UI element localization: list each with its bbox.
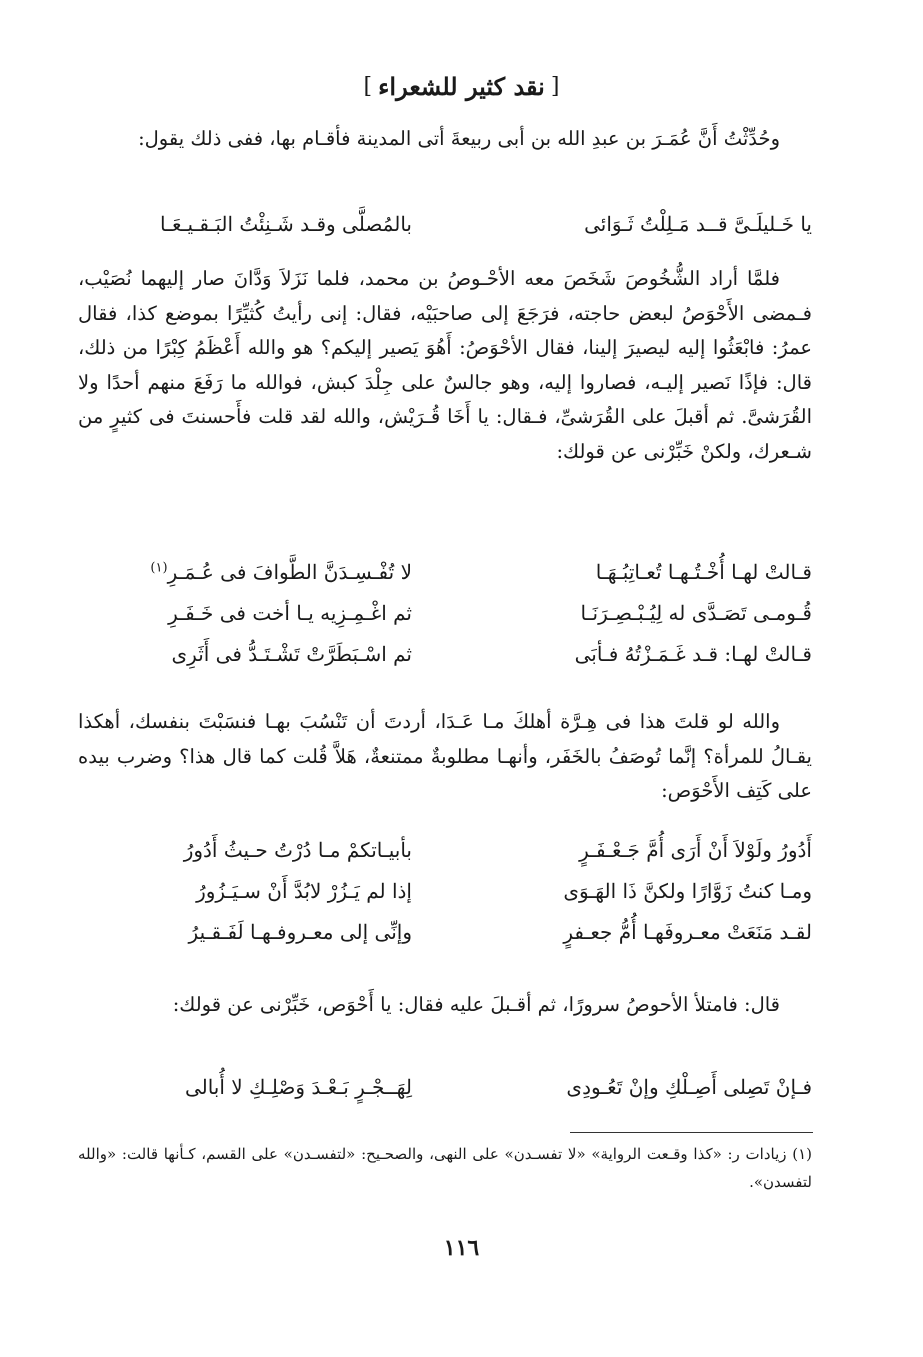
verse-line — [78, 1075, 812, 1116]
verse-second-hemistich — [150, 560, 412, 584]
header-open-bracket: [ — [550, 73, 560, 99]
intro-paragraph: وحُدِّثْتُ أَنَّ عُمَـرَ بن عبدِ الله بن أبى ربيعةَ أتى المدينة فأقـام بها، ففى ذلك يقول: — [138, 127, 780, 150]
verse-first-hemistich: لقـد مَنَعَتْ معـروفَهـا أُمُّ جعـفرٍ — [563, 920, 812, 944]
verse-second-hemistich: لِهَــجْـرٍ بَـعْـدَ وَصْلِـكِ لا أُبالى — [184, 1075, 412, 1099]
verse-block-2 — [78, 560, 812, 683]
story-paragraph-block-2 — [78, 705, 812, 809]
verse-line — [78, 642, 812, 683]
verse-line — [78, 920, 812, 961]
verse-text: لا تُفْـسِـدَنَّ الطَّوافَ فى عُـمَـرِ — [167, 560, 412, 584]
verse-first-hemistich: ومـا كنتُ زَوَّارًا ولكنَّ ذَا الهَـوَى — [563, 879, 812, 903]
verse-first-hemistich: يا خَـليلَـىَّ قــد مَـلِلْتُ ثَـوَائى — [584, 212, 812, 236]
running-header — [0, 66, 923, 106]
story-paragraph: فلمَّا أراد الشُّخُوصَ شَخَصَ معه الأحْـوصُ بن محمد، فلما نَزَلاَ وَدَّانَ صار إليهما نُصَيْب، فـمضى الأَحْوَصُ لبعض حاجته، فرَجَعَ إلى صاحبَيْه، فقال: إنى رأيتُ كُثيِّرًا بموضع كذا، فقال عمرُ: فابْعَثُوا إليه ليصيرَ إلينا، فقال الأحْوَصُ: أَهُوَ يَصير إليكم؟ هو والله أَعْظَمُ كِبْرًا من ذلك، قال: فإذًا نَصير إليـه، فصاروا إليه، وهو جالسٌ على جِلْدَ كبش، فوالله ما رَفَعَ منهم أحدًا ولا القُرَشىَّ. ثم أقبلَ على القُرَشىِّ، فـقال: يا أَخَا قُـرَيْش، والله لقد قلت فأَحسنتَ فى كثيرٍ من شـعرك، ولكنْ خَبِّرْنى عن قولك: — [78, 267, 812, 463]
verse-line — [78, 879, 812, 920]
verse-line — [78, 601, 812, 642]
verse-first-hemistich: أَدُورُ ولَوْلاَ أَنْ أَرَى أُمَّ جَـعْـفَـرٍ — [579, 838, 812, 862]
verse-first-hemistich: قـالتْ لهـا: قـد غَـمَـزْتُهُ فـأبَى — [574, 642, 812, 666]
story-paragraph-block-1 — [78, 262, 812, 470]
verse-first-hemistich: قـالتْ لهـا أُخْـتُـهـا تُعـاتِبُـهَـا — [595, 560, 812, 584]
story-paragraph-block-3 — [78, 988, 812, 1023]
verse-first-hemistich: فـإنْ تَصِلى أَصِـلْكِ وإنْ تَعُـودِى — [566, 1075, 812, 1099]
verse-second-hemistich: إذا لم يَـزُرْ لابُدَّ أَنْ سـيَـزُورُ — [196, 879, 412, 903]
verse-block-4 — [78, 1075, 812, 1116]
verse-second-hemistich: ثم اسْـبَطَرَّتْ تَشْـتَـدُّ فى أَثَرِى — [171, 642, 412, 666]
verse-line — [78, 212, 812, 253]
verse-second-hemistich: بالمُصلَّى وقـد شَـنِئْتُ البَـقـيـعَـا — [160, 212, 412, 236]
verse-second-hemistich: بأبيـاتكمْ مـا دُرْتُ حـيثُ أَدُورُ — [183, 838, 412, 862]
verse-second-hemistich: وإنِّى إلى معـروفـهـا لَفَـقـيرُ — [188, 920, 412, 944]
verse-line — [78, 838, 812, 879]
page-number: ١١٦ — [443, 1235, 480, 1261]
footnotes — [78, 1140, 812, 1196]
footnote: (١) زيادات ر: «كذا وقـعت الرواية» «لا تفسـدن» على النهى، والصحـيح: «لتفسـدن» على القسم، كـأنها قالت: «والله لتفسدن». — [78, 1145, 812, 1191]
story-paragraph: والله لو قلتَ هذا فى هِـرَّة أهلكَ مـا عَـدَا، أردتَ أن تَنْسُبَ بهـا فنسَبْتَ بنفسك، أهكذا يقـالُ للمرأة؟ إنَّما تُوصَفُ بالخَفَر، وأنهـا مطلوبةٌ ممتنعةٌ، هَلاَّ قُلت كما قال هذا؟ وضرب بيده على كَتِف الأَحْوَص: — [78, 710, 812, 803]
verse-block-3 — [78, 838, 812, 961]
footnote-marker: (١) — [150, 560, 168, 576]
verse-second-hemistich: ثم اغْـمِـزِيه يـا أخت فى خَـفَـرِ — [168, 601, 412, 625]
verse-block-1 — [78, 212, 812, 253]
verse-line — [78, 560, 812, 601]
footnote-divider — [570, 1132, 813, 1133]
intro-paragraph-block — [78, 122, 812, 157]
page-title: نقد كثير للشعراء — [378, 71, 545, 101]
story-paragraph: قال: فامتلأ الأحوصُ سرورًا، ثم أقـبلَ عليه فقال: يا أَحْوَص، خَبِّرْنى عن قولك: — [172, 993, 780, 1016]
header-close-bracket: ] — [363, 73, 373, 99]
verse-first-hemistich: قُـومـى تَصَـدَّى له لِيُـبْـصِـرَنَـا — [580, 601, 812, 625]
